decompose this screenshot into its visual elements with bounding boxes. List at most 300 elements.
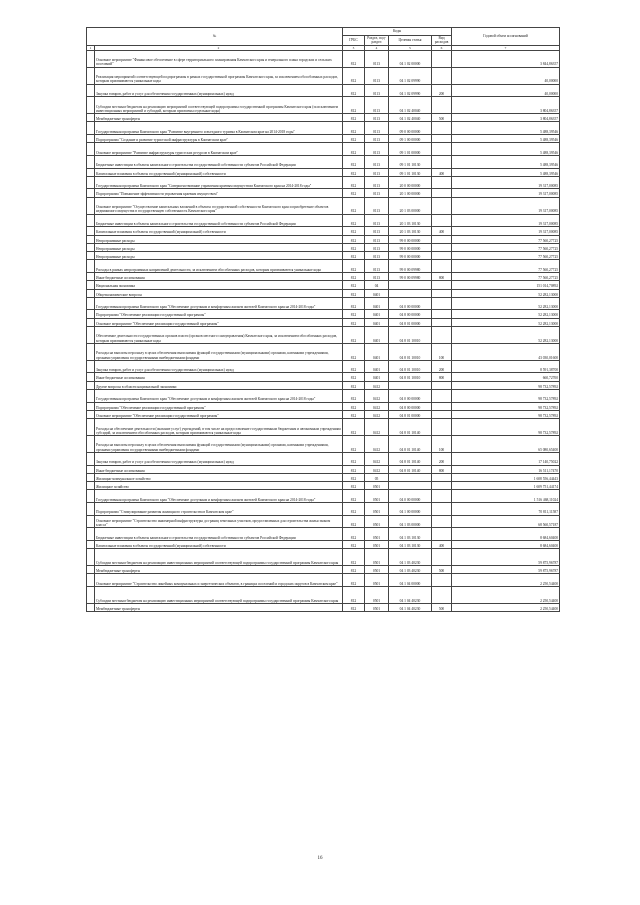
row-grbs-cell: 812 <box>343 540 365 548</box>
row-grbs-cell: 812 <box>343 155 365 168</box>
row-section-cell: 0401 <box>365 297 389 310</box>
table-row <box>87 586 560 603</box>
row-target-cell: 20 1 03 00000 <box>389 197 432 214</box>
row-expense-type-cell <box>432 176 452 189</box>
row-target-cell: 04 1 03 00000 <box>389 515 432 528</box>
budget-sheet <box>86 27 559 612</box>
row-grbs-cell: 812 <box>343 402 365 410</box>
row-number-cell <box>87 390 95 403</box>
table-row <box>87 490 560 503</box>
table-row <box>87 528 560 541</box>
row-name-cell: Подпрограмма "Обеспечение реализации государственной программы" <box>95 310 343 318</box>
table-row <box>87 289 560 297</box>
row-section-cell: 0412 <box>365 453 389 466</box>
row-section-cell: 0401 <box>365 373 389 381</box>
row-name-cell: Основное мероприятие "Обеспечение реализации государственной программы" <box>95 318 343 326</box>
row-number-cell <box>87 260 95 273</box>
row-section-cell: 0501 <box>365 528 389 541</box>
row-amount-cell: 151 014,70892 <box>452 281 560 289</box>
row-grbs-cell: 812 <box>343 310 365 318</box>
row-number-cell <box>87 373 95 381</box>
row-amount-cell: 98 732,57892 <box>452 402 560 410</box>
row-target-cell <box>389 482 432 490</box>
row-grbs-cell: 812 <box>343 318 365 326</box>
row-amount-cell: 660,72700 <box>452 373 560 381</box>
row-section-cell: 0113 <box>365 214 389 227</box>
row-target-cell <box>389 381 432 389</box>
row-name-cell: Государственная программа Камчатского края "Обеспечение доступным и комфортным жильем жителей Камчатского края на 2014-2018 годы" <box>95 490 343 503</box>
row-amount-cell: 2 250,54400 <box>452 603 560 611</box>
row-grbs-cell: 812 <box>343 227 365 235</box>
row-amount-cell: 19 317,00085 <box>452 197 560 214</box>
row-target-cell: 09 1 00 00000 <box>389 135 432 143</box>
column-number: 6 <box>432 45 452 50</box>
column-number: 1 <box>87 45 95 50</box>
row-amount-cell: 1 609 751,44174 <box>452 482 560 490</box>
row-expense-type-cell: 800 <box>432 465 452 473</box>
row-section-cell: 0501 <box>365 603 389 611</box>
row-expense-type-cell <box>432 473 452 481</box>
row-target-cell: 04 8 01 00000 <box>389 410 432 418</box>
row-grbs-cell: 812 <box>343 453 365 466</box>
row-amount-cell: 70 811,11587 <box>452 503 560 516</box>
row-grbs-cell: 812 <box>343 528 365 541</box>
row-grbs-cell: 812 <box>343 143 365 156</box>
row-number-cell <box>87 549 95 566</box>
row-amount-cell: 77 560,27725 <box>452 235 560 243</box>
row-amount-cell: 8 684,60400 <box>452 540 560 548</box>
row-expense-type-cell <box>432 197 452 214</box>
table-row <box>87 360 560 373</box>
row-number-cell <box>87 289 95 297</box>
row-grbs-cell: 812 <box>343 260 365 273</box>
table-row <box>87 503 560 516</box>
row-name-cell: Государственная программа Камчатского края "Развитие внутреннего и въездного туризма в Камчатском крае на 2014-2018 годы" <box>95 122 343 135</box>
row-name-cell: Иные бюджетные ассигнования <box>95 272 343 280</box>
row-expense-type-cell: 200 <box>432 453 452 466</box>
row-number-cell <box>87 515 95 528</box>
row-name-cell: Подпрограмма "Создание и развитие туристской инфраструктуры в Камчатском крае" <box>95 135 343 143</box>
row-name-cell: Капитальные вложения в объекты государственной (муниципальной) собственности <box>95 168 343 176</box>
row-section-cell: 0501 <box>365 586 389 603</box>
row-grbs-cell: 812 <box>343 135 365 143</box>
row-section-cell: 0113 <box>365 143 389 156</box>
row-section-cell: 0113 <box>365 243 389 251</box>
table-row <box>87 410 560 418</box>
row-number-cell <box>87 143 95 156</box>
row-section-cell: 0412 <box>365 381 389 389</box>
row-name-cell: Субсидии местным бюджетам на реализацию мероприятий соответствующей подпрограммы государственной программы Камчатского края (за исключением инвестиционных мероприятий и субсидий, которым присвоены отдельные коды) <box>95 97 343 114</box>
row-amount-cell: 77 560,27725 <box>452 252 560 260</box>
table-row <box>87 143 560 156</box>
row-name-cell: Другие вопросы в области национальной экономики <box>95 381 343 389</box>
row-amount-cell: 17 140,75022 <box>452 453 560 466</box>
row-grbs-cell: 812 <box>343 297 365 310</box>
row-grbs-cell: 812 <box>343 168 365 176</box>
row-number-cell <box>87 465 95 473</box>
row-amount-cell: 1 516 468,11024 <box>452 490 560 503</box>
row-amount-cell: 68 560,57187 <box>452 515 560 528</box>
row-amount-cell: 3 804,86357 <box>452 114 560 122</box>
row-amount-cell: 98 732,57892 <box>452 390 560 403</box>
table-row <box>87 603 560 611</box>
row-expense-type-cell <box>432 235 452 243</box>
row-target-cell: 20 1 00 00000 <box>389 189 432 197</box>
row-name-cell: Основное мероприятие "Осуществление капитальных вложений в объекты государственной собственности Камчатского края и приобретение объектов недвижимого имущества в государственную собственность Камчатского края" <box>95 197 343 214</box>
row-amount-cell: 98 732,57892 <box>452 381 560 389</box>
row-number-cell <box>87 503 95 516</box>
table-row <box>87 67 560 84</box>
row-section-cell: 0401 <box>365 310 389 318</box>
row-name-cell: Жилищно-коммунальное хозяйство <box>95 473 343 481</box>
row-name-cell: Субсидии местным бюджетам на реализацию инвестиционных мероприятий соответствующей подпрограммы государственной программы Камчатского края <box>95 586 343 603</box>
row-expense-type-cell <box>432 252 452 260</box>
row-expense-type-cell <box>432 503 452 516</box>
row-name-cell: Основное мероприятие "Финансовое обеспечение в сфере территориального планирования Камчатского края и генерального плана городских и сельских поселений" <box>95 50 343 67</box>
row-name-cell: Жилищное хозяйство <box>95 482 343 490</box>
row-target-cell: 04 1 04 00000 <box>389 574 432 587</box>
table-body <box>87 50 560 611</box>
row-amount-cell: 1 608 556,44443 <box>452 473 560 481</box>
row-grbs-cell: 812 <box>343 410 365 418</box>
row-target-cell: 09 1 01 10130 <box>389 155 432 168</box>
row-target-cell: 99 0 00 00000 <box>389 235 432 243</box>
row-section-cell: 0113 <box>365 260 389 273</box>
row-section-cell: 0113 <box>365 122 389 135</box>
row-expense-type-cell <box>432 318 452 326</box>
row-section-cell: 0412 <box>365 410 389 418</box>
row-number-cell <box>87 473 95 481</box>
row-section-cell: 0113 <box>365 197 389 214</box>
row-name-cell: Иные бюджетные ассигнования <box>95 373 343 381</box>
row-expense-type-cell <box>432 122 452 135</box>
row-target-cell: 04 8 01 10140 <box>389 436 432 453</box>
row-section-cell: 04 <box>365 281 389 289</box>
table-row <box>87 214 560 227</box>
row-section-cell: 0113 <box>365 67 389 84</box>
row-section-cell: 0113 <box>365 155 389 168</box>
row-amount-cell: 5 488,39546 <box>452 122 560 135</box>
row-number-cell <box>87 586 95 603</box>
row-section-cell: 0113 <box>365 168 389 176</box>
row-number-cell <box>87 410 95 418</box>
row-grbs-cell: 812 <box>343 327 365 344</box>
row-amount-cell: 2 250,54400 <box>452 586 560 603</box>
row-amount-cell: 52 282,13000 <box>452 289 560 297</box>
row-section-cell: 0113 <box>365 272 389 280</box>
row-name-cell: Общеэкономические вопросы <box>95 289 343 297</box>
row-number-cell <box>87 114 95 122</box>
row-expense-type-cell <box>432 381 452 389</box>
row-number-cell <box>87 197 95 214</box>
row-section-cell: 0113 <box>365 135 389 143</box>
table-row <box>87 327 560 344</box>
row-name-cell: Основное мероприятие "Развитие инфраструктуры туристских ресурсов в Камчатском крае" <box>95 143 343 156</box>
row-expense-type-cell <box>432 243 452 251</box>
header-annual: Годовой объем ассигнований <box>452 28 560 46</box>
row-grbs-cell: 812 <box>343 436 365 453</box>
row-expense-type-cell <box>432 97 452 114</box>
header-section: Раздел, под-раздел <box>365 36 389 46</box>
row-grbs-cell: 812 <box>343 281 365 289</box>
row-grbs-cell: 812 <box>343 189 365 197</box>
row-section-cell: 0412 <box>365 419 389 436</box>
row-grbs-cell: 812 <box>343 566 365 574</box>
row-target-cell: 04 1 02 09990 <box>389 67 432 84</box>
row-amount-cell: 19 317,00085 <box>452 189 560 197</box>
column-number: 7 <box>452 45 560 50</box>
row-expense-type-cell: 200 <box>432 360 452 373</box>
row-number-cell <box>87 402 95 410</box>
table-row <box>87 402 560 410</box>
row-number-cell <box>87 135 95 143</box>
row-target-cell: 04 8 01 00000 <box>389 318 432 326</box>
row-number-cell <box>87 381 95 389</box>
row-number-cell <box>87 97 95 114</box>
budget-table <box>86 27 560 612</box>
row-number-cell <box>87 50 95 67</box>
row-expense-type-cell <box>432 549 452 566</box>
row-target-cell: 04 8 01 10010 <box>389 373 432 381</box>
table-row <box>87 540 560 548</box>
row-expense-type-cell <box>432 574 452 587</box>
row-name-cell: Межбюджетные трансферты <box>95 114 343 122</box>
row-grbs-cell: 812 <box>343 176 365 189</box>
row-name-cell: Межбюджетные трансферты <box>95 603 343 611</box>
row-expense-type-cell <box>432 402 452 410</box>
row-grbs-cell: 812 <box>343 197 365 214</box>
row-target-cell: 09 1 01 10130 <box>389 168 432 176</box>
row-grbs-cell: 812 <box>343 381 365 389</box>
row-section-cell: 0113 <box>365 176 389 189</box>
table-row <box>87 297 560 310</box>
row-name-cell: Основное мероприятие "Обеспечение реализации государственной программы" <box>95 410 343 418</box>
header-number: № <box>87 28 343 46</box>
row-name-cell: Основное мероприятие "Строительство линейных коммунальных и энергетических объектов, в границах поселений и городских округов в Камчатском крае" <box>95 574 343 587</box>
row-name-cell: Расходы в рамках непрограммных направлений деятельности, за исключением обособленных расходов, которым присваиваются уникальные коды <box>95 260 343 273</box>
table-row <box>87 189 560 197</box>
table-row <box>87 318 560 326</box>
row-section-cell: 0501 <box>365 566 389 574</box>
row-name-cell: Национальная экономика <box>95 281 343 289</box>
row-number-cell <box>87 490 95 503</box>
row-target-cell: 04 1 02 09990 <box>389 84 432 97</box>
row-section-cell: 0113 <box>365 235 389 243</box>
row-amount-cell: 8 684,60400 <box>452 528 560 541</box>
table-row <box>87 114 560 122</box>
row-amount-cell: 98 732,57892 <box>452 419 560 436</box>
row-grbs-cell: 812 <box>343 490 365 503</box>
row-target-cell: 20 1 03 10130 <box>389 227 432 235</box>
row-name-cell: Иные бюджетные ассигнования <box>95 465 343 473</box>
row-number-cell <box>87 540 95 548</box>
row-number-cell <box>87 281 95 289</box>
row-target-cell: 04 1 02 00000 <box>389 50 432 67</box>
row-section-cell: 0113 <box>365 97 389 114</box>
row-number-cell <box>87 84 95 97</box>
row-amount-cell: 5 488,39546 <box>452 135 560 143</box>
row-amount-cell: 5 488,39546 <box>452 155 560 168</box>
row-amount-cell: 19 317,00085 <box>452 176 560 189</box>
table-row <box>87 272 560 280</box>
row-number-cell <box>87 528 95 541</box>
row-name-cell: Расходы на обеспечение деятельности (оказание услуг) учреждений, в том числе на предоставление государственным бюджетным и автономным учреждениям субсидий, за исключением обособленных расходов, которым присваиваются уникальные коды <box>95 419 343 436</box>
table-row <box>87 243 560 251</box>
row-grbs-cell: 812 <box>343 122 365 135</box>
row-expense-type-cell <box>432 281 452 289</box>
row-name-cell: Расходы на выплаты персоналу в целях обеспечения выполнения функций государственными (муниципальными) органами, казенными учреждениями, органами управления государственными внебюджетными фондами <box>95 436 343 453</box>
row-amount-cell: 19 317,00085 <box>452 227 560 235</box>
row-grbs-cell: 812 <box>343 515 365 528</box>
row-expense-type-cell: 500 <box>432 603 452 611</box>
table-row <box>87 50 560 67</box>
row-section-cell: 0412 <box>365 465 389 473</box>
row-name-cell: Государственная программа Камчатского края "Обеспечение доступным и комфортным жильем жителей Камчатского края на 2014-2018 годы" <box>95 390 343 403</box>
row-target-cell: 99 0 00 09980 <box>389 260 432 273</box>
row-target-cell: 04 1 02 40040 <box>389 114 432 122</box>
row-target-cell: 04 1 02 40040 <box>389 97 432 114</box>
row-section-cell: 0501 <box>365 515 389 528</box>
row-expense-type-cell <box>432 289 452 297</box>
row-section-cell: 0501 <box>365 549 389 566</box>
row-target-cell: 04 1 04 40230 <box>389 586 432 603</box>
row-target-cell: 04 0 00 00000 <box>389 297 432 310</box>
row-amount-cell: 59 875,96787 <box>452 566 560 574</box>
row-expense-type-cell: 100 <box>432 343 452 360</box>
row-expense-type-cell: 100 <box>432 436 452 453</box>
row-target-cell: 04 1 03 40230 <box>389 549 432 566</box>
row-section-cell: 0412 <box>365 436 389 453</box>
row-number-cell <box>87 227 95 235</box>
row-target-cell: 04 8 01 10140 <box>389 419 432 436</box>
row-grbs-cell: 812 <box>343 373 365 381</box>
row-target-cell: 09 0 00 00000 <box>389 122 432 135</box>
row-target-cell: 20 1 03 10130 <box>389 214 432 227</box>
row-section-cell: 0501 <box>365 540 389 548</box>
column-number: 4 <box>365 45 389 50</box>
row-expense-type-cell: 500 <box>432 114 452 122</box>
row-grbs-cell: 812 <box>343 114 365 122</box>
table-row <box>87 343 560 360</box>
row-section-cell: 0401 <box>365 318 389 326</box>
row-expense-type-cell <box>432 490 452 503</box>
table-row <box>87 566 560 574</box>
row-name-cell: Непрограммные расходы <box>95 243 343 251</box>
table-row <box>87 381 560 389</box>
row-number-cell <box>87 318 95 326</box>
row-number-cell <box>87 436 95 453</box>
row-section-cell: 0501 <box>365 503 389 516</box>
row-number-cell <box>87 272 95 280</box>
row-expense-type-cell <box>432 214 452 227</box>
row-amount-cell: 65 080,65400 <box>452 436 560 453</box>
header-grbs: ГРБС <box>343 36 365 46</box>
row-amount-cell: 52 282,13000 <box>452 297 560 310</box>
row-section-cell: 0401 <box>365 343 389 360</box>
row-target-cell: 04 8 01 10010 <box>389 327 432 344</box>
row-grbs-cell: 812 <box>343 50 365 67</box>
row-grbs-cell: 812 <box>343 574 365 587</box>
row-expense-type-cell <box>432 419 452 436</box>
row-number-cell <box>87 566 95 574</box>
table-row <box>87 549 560 566</box>
row-target-cell: 04 1 03 10130 <box>389 528 432 541</box>
row-expense-type-cell <box>432 143 452 156</box>
row-amount-cell: 52 282,13000 <box>452 310 560 318</box>
row-amount-cell: 77 560,27725 <box>452 243 560 251</box>
row-number-cell <box>87 419 95 436</box>
row-number-cell <box>87 235 95 243</box>
table-row <box>87 310 560 318</box>
row-number-cell <box>87 603 95 611</box>
table-row <box>87 281 560 289</box>
table-row <box>87 373 560 381</box>
row-amount-cell: 3 844,86357 <box>452 50 560 67</box>
row-expense-type-cell: 400 <box>432 540 452 548</box>
row-amount-cell: 77 560,27725 <box>452 272 560 280</box>
row-amount-cell: 98 732,57892 <box>452 410 560 418</box>
row-amount-cell: 40,00000 <box>452 84 560 97</box>
table-row <box>87 122 560 135</box>
row-target-cell: 99 0 00 00000 <box>389 243 432 251</box>
row-target-cell: 99 0 00 00000 <box>389 252 432 260</box>
table-row <box>87 482 560 490</box>
row-name-cell: Капитальные вложения в объекты государственной (муниципальной) собственности <box>95 540 343 548</box>
row-grbs-cell: 812 <box>343 272 365 280</box>
table-row <box>87 436 560 453</box>
row-target-cell: 20 0 00 00000 <box>389 176 432 189</box>
row-section-cell: 0113 <box>365 227 389 235</box>
row-target-cell: 04 1 03 10130 <box>389 540 432 548</box>
row-number-cell <box>87 360 95 373</box>
row-expense-type-cell: 500 <box>432 566 452 574</box>
row-expense-type-cell <box>432 189 452 197</box>
row-number-cell <box>87 343 95 360</box>
row-grbs-cell: 812 <box>343 473 365 481</box>
row-expense-type-cell <box>432 528 452 541</box>
table-row <box>87 260 560 273</box>
row-expense-type-cell: 400 <box>432 168 452 176</box>
table-row <box>87 235 560 243</box>
row-section-cell: 0501 <box>365 482 389 490</box>
row-name-cell: Субсидии местным бюджетам на реализацию инвестиционных мероприятий соответствующей подпрограммы государственной программы Камчатского края <box>95 549 343 566</box>
row-grbs-cell: 812 <box>343 419 365 436</box>
row-amount-cell: 77 560,27725 <box>452 260 560 273</box>
row-expense-type-cell: 800 <box>432 272 452 280</box>
row-expense-type-cell: 400 <box>432 227 452 235</box>
row-number-cell <box>87 574 95 587</box>
table-row <box>87 155 560 168</box>
row-section-cell: 0113 <box>365 252 389 260</box>
row-expense-type-cell <box>432 410 452 418</box>
row-expense-type-cell <box>432 297 452 310</box>
row-amount-cell: 59 875,96787 <box>452 549 560 566</box>
row-grbs-cell: 812 <box>343 503 365 516</box>
row-name-cell: Подпрограмма "Стимулирование развития жилищного строительства в Камчатском крае" <box>95 503 343 516</box>
row-target-cell: 04 8 00 00000 <box>389 310 432 318</box>
row-section-cell: 0412 <box>365 390 389 403</box>
row-expense-type-cell <box>432 482 452 490</box>
row-name-cell: Бюджетные инвестиции в объекты капитального строительства государственной собственности субъектов Российской Федерации <box>95 528 343 541</box>
column-number: 2 <box>95 45 343 50</box>
row-name-cell: Обеспечение деятельности государственных органов власти (органов местного самоуправления) Камчатского края, за исключением обособленных расходов, которым присваиваются уникальные коды <box>95 327 343 344</box>
table-row <box>87 419 560 436</box>
table-row <box>87 453 560 466</box>
row-grbs-cell: 812 <box>343 343 365 360</box>
row-name-cell: Бюджетные инвестиции в объекты капитального строительства государственной собственности субъектов Российской Федерации <box>95 155 343 168</box>
row-amount-cell: 16 511,17470 <box>452 465 560 473</box>
row-amount-cell: 3 804,86357 <box>452 97 560 114</box>
